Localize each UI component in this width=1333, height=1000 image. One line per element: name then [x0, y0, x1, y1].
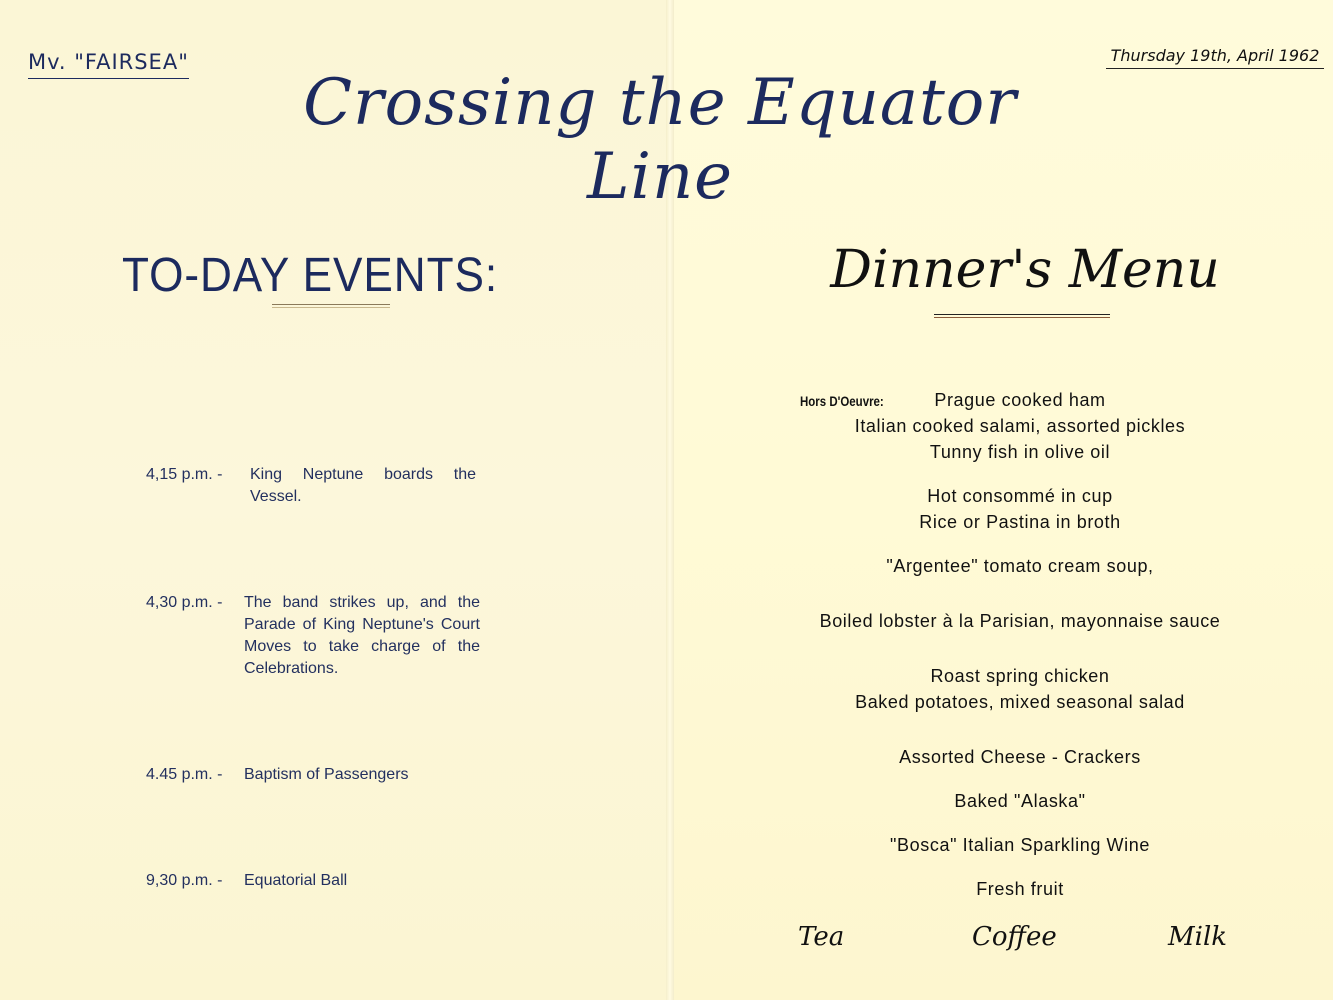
event-description: The band strikes up, and the Parade of King Neptune's Court Moves to take charge of the Celebrations. — [244, 594, 480, 677]
ship-name: Mv. "FAIRSEA" — [28, 50, 189, 79]
hors-doeuvre-label: Hors D'Oeuvre: — [800, 393, 884, 409]
menu-item: Baked "Alaska" — [954, 791, 1086, 811]
menu-item: Baked potatoes, mixed seasonal salad — [855, 692, 1185, 712]
menu-item: "Argentee" tomato cream soup, — [886, 556, 1154, 576]
menu-item: Assorted Cheese - Crackers — [899, 747, 1141, 767]
event-time: 9,30 p.m. - — [146, 872, 223, 889]
menu-item: Rice or Pastina in broth — [919, 512, 1121, 532]
menu-item: "Bosca" Italian Sparkling Wine — [890, 835, 1150, 855]
page-title: Crossing the Equator Line — [303, 66, 1017, 214]
event-time: 4,30 p.m. - — [146, 594, 223, 611]
menu-item: Tunny fish in olive oil — [929, 442, 1111, 462]
event-time: 4,15 p.m. - — [146, 466, 223, 483]
menu-item: Fresh fruit — [976, 879, 1064, 899]
menu-item: Hot consommé in cup — [927, 486, 1113, 506]
event-time: 4.45 p.m. - — [146, 766, 223, 783]
menu-item: Boiled lobster à la Parisian, mayonnaise sauce — [819, 611, 1221, 631]
events-heading: TO-DAY EVENTS: — [122, 249, 499, 302]
drink-tea: Tea — [798, 922, 845, 952]
event-description: King Neptune boards the Vessel. — [250, 466, 476, 505]
menu-heading-rule — [934, 314, 1110, 318]
drink-coffee: Coffee — [972, 922, 1057, 952]
event-description: Baptism of Passengers — [244, 766, 409, 783]
menu-item: Prague cooked ham — [934, 390, 1106, 410]
events-heading-rule — [272, 304, 390, 308]
menu-item: Roast spring chicken — [930, 666, 1110, 686]
event-description: Equatorial Ball — [244, 872, 348, 889]
menu-date: Thursday 19th, April 1962 — [1106, 46, 1324, 69]
menu-item: Italian cooked salami, assorted pickles — [854, 416, 1186, 436]
drink-milk: Milk — [1168, 922, 1228, 952]
menu-heading: Dinner's Menu — [830, 240, 1220, 300]
